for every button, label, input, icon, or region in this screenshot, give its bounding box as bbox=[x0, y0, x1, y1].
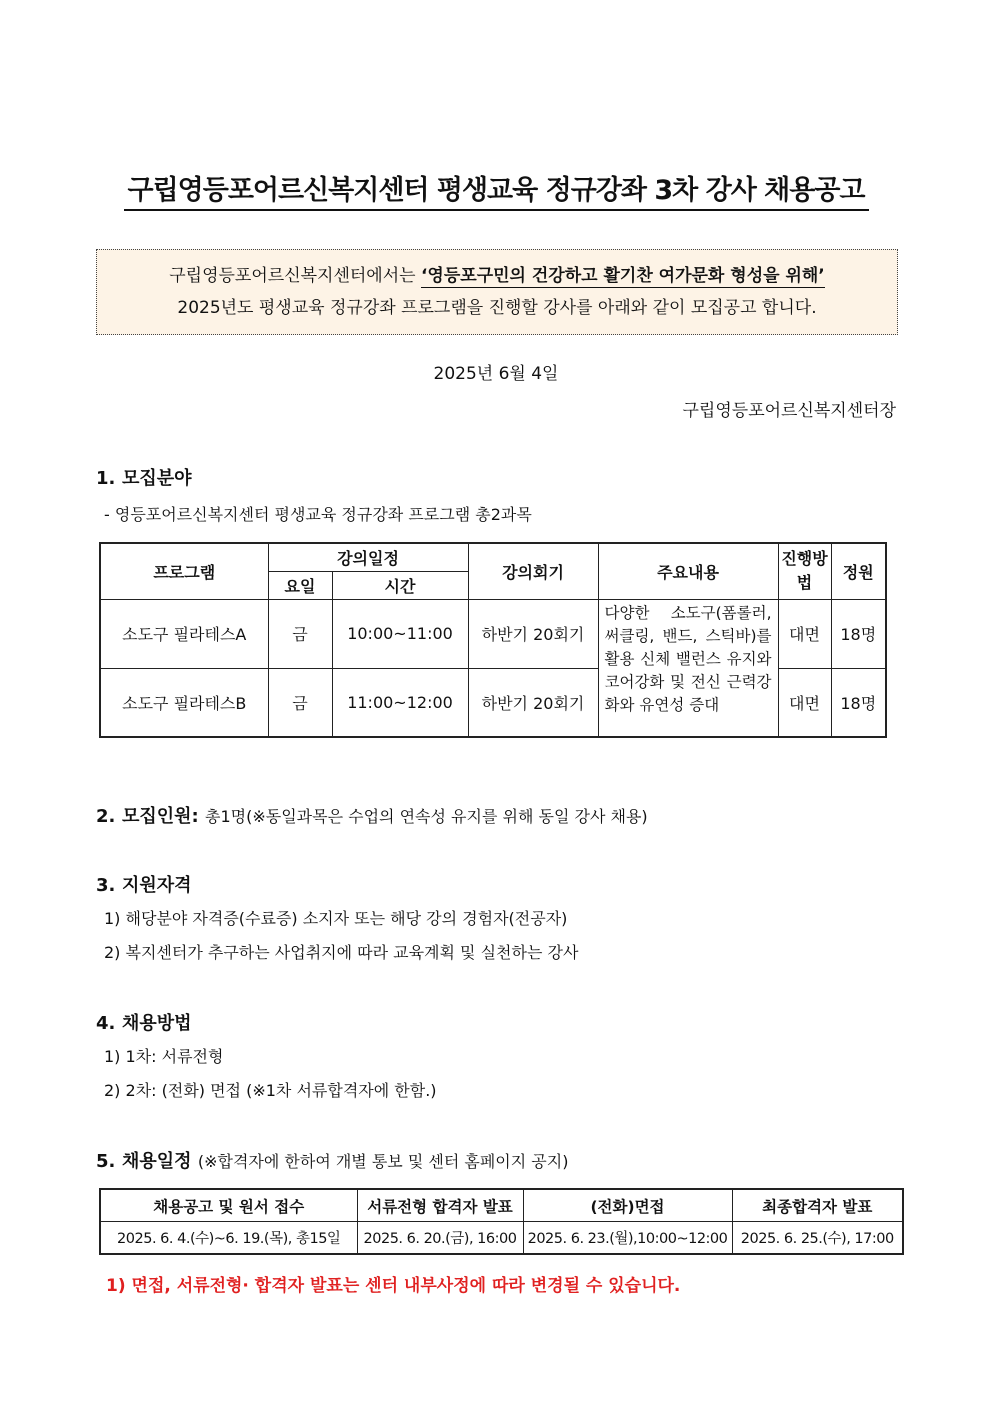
program-table-header-row bbox=[100, 543, 886, 571]
program-content: 다양한 소도구(폼롤러, 써클링, 밴드, 스틱바)를 활용 신체 밸런스 유지와 코어강화 및 전신 근력강화와 유연성 증대 bbox=[598, 599, 778, 737]
schedule-header: 채용공고 및 원서 접수 bbox=[100, 1189, 357, 1222]
header-method: 진행방법 bbox=[778, 543, 831, 599]
intro-prefix: 구립영등포어르신복지센터에서는 bbox=[169, 266, 421, 286]
section-5-number: 5. bbox=[96, 1151, 116, 1172]
schedule-header: 최종합격자 발표 bbox=[732, 1189, 903, 1222]
section-5-heading bbox=[96, 1147, 568, 1173]
header-day: 요일 bbox=[268, 571, 332, 599]
organization-signature: 구립영등포어르신복지센터장 bbox=[682, 401, 896, 421]
program-time: 10:00~11:00 bbox=[332, 599, 468, 668]
program-name: 소도구 필라테스B bbox=[100, 668, 268, 737]
intro-box bbox=[96, 249, 898, 335]
table-row bbox=[100, 1222, 903, 1255]
intro-line-2: 2025년도 평생교육 정규강좌 프로그램을 진행할 강사를 아래와 같이 모집공고 합니다. bbox=[177, 298, 817, 318]
schedule-value: 2025. 6. 23.(월),10:00~12:00 bbox=[523, 1222, 732, 1255]
announcement-date: 2025년 6월 4일 bbox=[433, 364, 559, 384]
section-4-heading bbox=[96, 1009, 192, 1035]
schedule-value: 2025. 6. 20.(금), 16:00 bbox=[357, 1222, 523, 1255]
program-method: 대면 bbox=[778, 599, 831, 668]
program-sessions: 하반기 20회기 bbox=[468, 599, 598, 668]
header-program: 프로그램 bbox=[100, 543, 268, 599]
program-capacity: 18명 bbox=[831, 599, 886, 668]
program-table bbox=[99, 542, 887, 738]
program-day: 금 bbox=[268, 599, 332, 668]
section-3-title: 지원자격 bbox=[122, 875, 192, 896]
section-4-item-1: 1) 1차: 서류전형 bbox=[104, 1047, 224, 1066]
section-1-title: 모집분야 bbox=[122, 468, 192, 489]
header-sessions: 강의회기 bbox=[468, 543, 598, 599]
program-method: 대면 bbox=[778, 668, 831, 737]
header-capacity: 정원 bbox=[831, 543, 886, 599]
section-2-text: 총1명(※동일과목은 수업의 연속성 유지를 위해 동일 강사 채용) bbox=[205, 807, 648, 826]
header-schedule: 강의일정 bbox=[268, 543, 468, 571]
section-3-item-2: 2) 복지센터가 추구하는 사업취지에 따라 교육계획 및 실천하는 강사 bbox=[104, 943, 579, 962]
program-sessions: 하반기 20회기 bbox=[468, 668, 598, 737]
schedule-table-header-row bbox=[100, 1189, 903, 1222]
schedule-table bbox=[99, 1188, 904, 1255]
section-2-number: 2. bbox=[96, 806, 116, 827]
program-name: 소도구 필라테스A bbox=[100, 599, 268, 668]
schedule-header: (전화)면접 bbox=[523, 1189, 732, 1222]
section-5-note: (※합격자에 한하여 개별 통보 및 센터 홈페이지 공지) bbox=[197, 1152, 569, 1171]
section-4-item-2: 2) 2차: (전화) 면접 (※1차 서류합격자에 한함.) bbox=[104, 1081, 437, 1100]
section-5-title: 채용일정 bbox=[122, 1151, 192, 1172]
section-2-heading bbox=[96, 802, 648, 828]
section-1-heading bbox=[96, 464, 192, 490]
section-1-line: - 영등포어르신복지센터 평생교육 정규강좌 프로그램 총2과목 bbox=[104, 505, 532, 524]
program-capacity: 18명 bbox=[831, 668, 886, 737]
section-3-item-1: 1) 해당분야 자격증(수료증) 소지자 또는 해당 강의 경험자(전공자) bbox=[104, 909, 568, 928]
section-3-heading bbox=[96, 871, 192, 897]
page-title-text: 구립영등포어르신복지센터 평생교육 정규강좌 3차 강사 채용공고 bbox=[124, 175, 869, 211]
intro-line-1 bbox=[97, 268, 897, 285]
schedule-header: 서류전형 합격자 발표 bbox=[357, 1189, 523, 1222]
section-1-number: 1. bbox=[96, 468, 116, 489]
section-4-number: 4. bbox=[96, 1013, 116, 1034]
page-title bbox=[0, 168, 992, 207]
change-notice: 1) 면접, 서류전형· 합격자 발표는 센터 내부사정에 따라 변경될 수 있습니다. bbox=[106, 1276, 681, 1296]
table-row bbox=[100, 599, 886, 668]
header-content: 주요내용 bbox=[598, 543, 778, 599]
intro-emphasis: ‘영등포구민의 건강하고 활기찬 여가문화 형성을 위해’ bbox=[420, 266, 825, 286]
schedule-value: 2025. 6. 4.(수)~6. 19.(목), 총15일 bbox=[100, 1222, 357, 1255]
section-3-number: 3. bbox=[96, 875, 116, 896]
schedule-value: 2025. 6. 25.(수), 17:00 bbox=[732, 1222, 903, 1255]
program-day: 금 bbox=[268, 668, 332, 737]
program-time: 11:00~12:00 bbox=[332, 668, 468, 737]
header-time: 시간 bbox=[332, 571, 468, 599]
section-4-title: 채용방법 bbox=[122, 1013, 192, 1034]
section-2-title: 모집인원: bbox=[122, 806, 199, 827]
